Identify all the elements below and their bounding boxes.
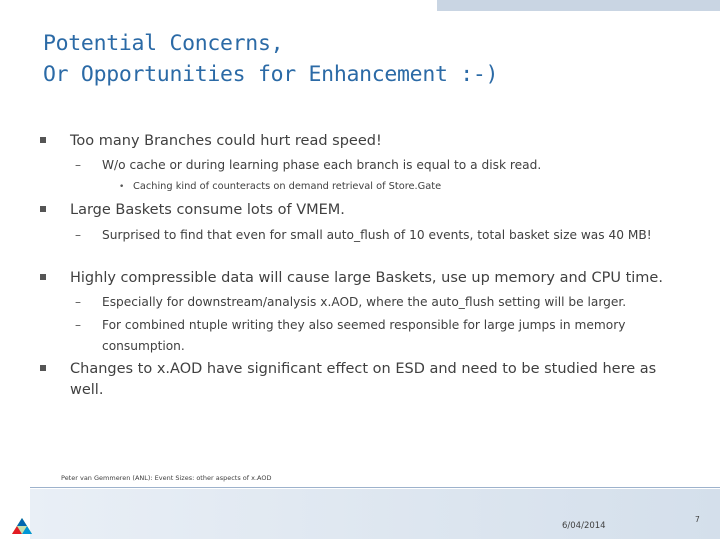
bullet-1-text: Too many Branches could hurt read speed! [70,133,382,149]
footer-divider [30,487,720,488]
bullet-2-sub [75,225,662,246]
title-line-1: Potential Concerns, [43,31,284,56]
dash-bullet-icon: – [75,318,81,332]
bullet-1-sub-text: W/o cache or during learning phase each branch is equal to a disk read. [102,158,542,172]
bullet-3-sub-1-text: Especially for downstream/analysis x.AOD, where the auto_flush setting will be larger. [102,295,627,309]
dash-bullet-icon: – [75,295,81,309]
bullet-3 [70,268,670,289]
bullet-2-text: Large Baskets consume lots of VMEM. [70,202,345,218]
page-number: 7 [695,515,700,524]
bullet-3-sub-2 [75,315,662,357]
dash-bullet-icon: – [75,228,81,242]
bullet-1-subsub [119,180,673,194]
footer-date: 6/04/2014 [562,521,606,531]
header-accent-bar [437,0,720,11]
dash-bullet-icon: – [75,158,81,172]
bullet-4-text: Changes to x.AOD have significant effect on ESD and need to be studied here as well. [70,361,657,398]
bullet-3-text: Highly compressible data will cause large Baskets, use up memory and CPU time. [70,270,663,286]
bullet-3-sub-1 [75,292,662,313]
bullet-1-subsub-text: Caching kind of counteracts on demand retrieval of Store.Gate [133,181,442,192]
bullet-3-sub-2-text: For combined ntuple writing they also seemed responsible for large jumps in memory consumption. [102,318,626,353]
bullet-1 [70,131,670,152]
square-bullet-icon [40,274,46,280]
bullet-2-sub-text: Surprised to find that even for small auto_flush of 10 events, total basket size was 40 MB! [102,228,652,242]
square-bullet-icon [40,137,46,143]
square-bullet-icon [40,365,46,371]
bullet-4 [70,359,660,401]
bullet-2 [70,200,670,221]
footer-bar [30,489,720,539]
argonne-logo-icon [11,517,33,535]
title-line-2: Or Opportunities for Enhancement :-) [43,62,499,87]
footer-author: Peter van Gemmeren (ANL): Event Sizes: other aspects of x.AOD [61,474,272,482]
bullet-1-sub [75,155,662,176]
square-bullet-icon [40,206,46,212]
dot-bullet-icon: • [119,182,125,192]
slide-title [43,28,498,90]
